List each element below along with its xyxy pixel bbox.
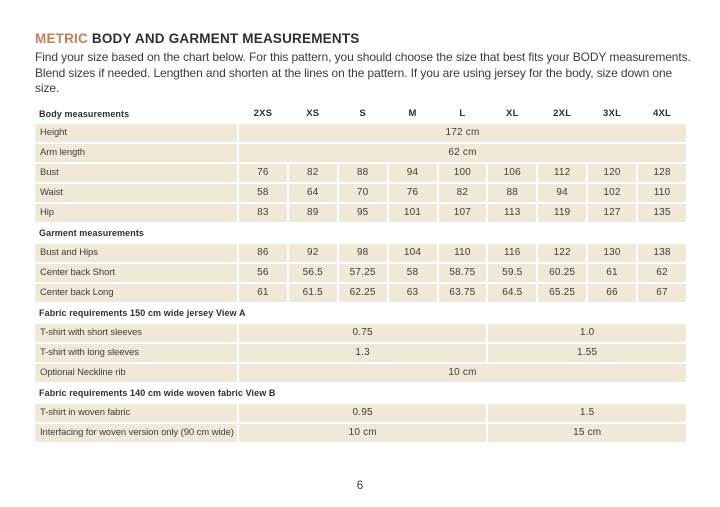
row-label: Waist [35,184,237,202]
value-cell: 116 [488,244,536,262]
value-cell: 92 [289,244,337,262]
value-cell: 62.25 [339,284,387,302]
row-label: T-shirt with long sleeves [35,344,237,362]
column-header-3xl: 3XL [588,106,636,122]
section-row [35,384,686,402]
table-row [35,404,686,422]
value-cell-small-sizes: 1.3 [239,344,486,362]
table-row [35,424,686,442]
table-title: Body measurements [35,106,237,122]
value-cell-large-sizes: 1.0 [488,324,686,342]
value-cell: 130 [588,244,636,262]
column-header-2xs: 2XS [239,106,287,122]
row-label: Optional Neckline rib [35,364,237,382]
title-metric-word: METRIC [35,31,88,46]
value-cell: 58 [239,184,287,202]
table-row [35,324,686,342]
value-cell: 58 [389,264,437,282]
section-header: Fabric requirements 140 cm wide woven fabric View B [35,384,686,402]
value-cell: 138 [638,244,686,262]
row-label: Center back Short [35,264,237,282]
table-row [35,344,686,362]
value-cell: 128 [638,164,686,182]
value-cell: 60.25 [538,264,586,282]
value-cell: 70 [339,184,387,202]
value-cell: 64 [289,184,337,202]
measurements-table [33,104,688,444]
column-header-xl: XL [488,106,536,122]
value-cell: 94 [538,184,586,202]
value-cell: 61 [588,264,636,282]
table-row [35,184,686,202]
row-label: Arm length [35,144,237,162]
value-cell: 98 [339,244,387,262]
column-header-l: L [439,106,487,122]
value-cell: 100 [439,164,487,182]
value-cell: 135 [638,204,686,222]
title-rest: BODY AND GARMENT MEASUREMENTS [87,31,360,46]
intro-text: Find your size based on the chart below. For this pattern, you should choose the size that best fits your BODY measurements. Blend sizes if needed. Lengthen and shorten at the lines on the pattern. If you are using jersey for the body, size down one size. [35,50,691,95]
section-header: Fabric requirements 150 cm wide jersey View A [35,304,686,322]
value-cell-large-sizes: 1.55 [488,344,686,362]
value-cell: 67 [638,284,686,302]
value-cell: 56.5 [289,264,337,282]
value-cell: 83 [239,204,287,222]
value-cell: 113 [488,204,536,222]
value-cell-large-sizes: 1.5 [488,404,686,422]
row-label: Center back Long [35,284,237,302]
value-cell: 56 [239,264,287,282]
value-cell: 88 [488,184,536,202]
value-cell: 120 [588,164,636,182]
column-header-2xl: 2XL [538,106,586,122]
value-cell: 102 [588,184,636,202]
value-cell-small-sizes: 0.75 [239,324,486,342]
value-cell-large-sizes: 15 cm [488,424,686,442]
value-cell-small-sizes: 10 cm [239,424,486,442]
row-label: Hip [35,204,237,222]
value-cell: 63.75 [439,284,487,302]
row-label: Interfacing for woven version only (90 cm wide) [35,424,237,442]
value-cell: 106 [488,164,536,182]
value-cell: 58.75 [439,264,487,282]
row-label: Bust and Hips [35,244,237,262]
page-title [35,31,689,46]
column-header-m: M [389,106,437,122]
value-cell: 107 [439,204,487,222]
value-cell: 110 [638,184,686,202]
value-cell: 63 [389,284,437,302]
value-cell: 61 [239,284,287,302]
row-label: Height [35,124,237,142]
table-row [35,144,686,162]
value-cell: 88 [339,164,387,182]
value-cell: 127 [588,204,636,222]
value-cell: 82 [289,164,337,182]
value-cell: 104 [389,244,437,262]
value-cell: 57.25 [339,264,387,282]
row-label: T-shirt in woven fabric [35,404,237,422]
page-number: 6 [356,480,364,492]
row-label: Bust [35,164,237,182]
value-cell: 112 [538,164,586,182]
section-row [35,304,686,322]
value-cell: 59.5 [488,264,536,282]
value-cell: 110 [439,244,487,262]
value-cell: 61.5 [289,284,337,302]
table-row [35,164,686,182]
table-row [35,204,686,222]
column-header-4xl: 4XL [638,106,686,122]
value-cell: 86 [239,244,287,262]
table-row [35,244,686,262]
row-label: T-shirt with short sleeves [35,324,237,342]
value-cell: 95 [339,204,387,222]
table-row [35,264,686,282]
section-row [35,224,686,242]
value-cell-small-sizes: 0.95 [239,404,486,422]
value-cell-merged: 172 cm [239,124,686,142]
section-header: Garment measurements [35,224,686,242]
value-cell: 82 [439,184,487,202]
table-row [35,284,686,302]
value-cell: 76 [239,164,287,182]
value-cell: 66 [588,284,636,302]
value-cell: 122 [538,244,586,262]
value-cell: 94 [389,164,437,182]
value-cell: 119 [538,204,586,222]
value-cell-merged: 10 cm [239,364,686,382]
value-cell: 65.25 [538,284,586,302]
value-cell-merged: 62 cm [239,144,686,162]
value-cell: 62 [638,264,686,282]
value-cell: 101 [389,204,437,222]
column-header-xs: XS [289,106,337,122]
value-cell: 76 [389,184,437,202]
table-header-row [35,106,686,122]
measurements-table-body [35,106,686,442]
column-header-s: S [339,106,387,122]
value-cell: 89 [289,204,337,222]
table-row [35,364,686,382]
table-row [35,124,686,142]
value-cell: 64.5 [488,284,536,302]
